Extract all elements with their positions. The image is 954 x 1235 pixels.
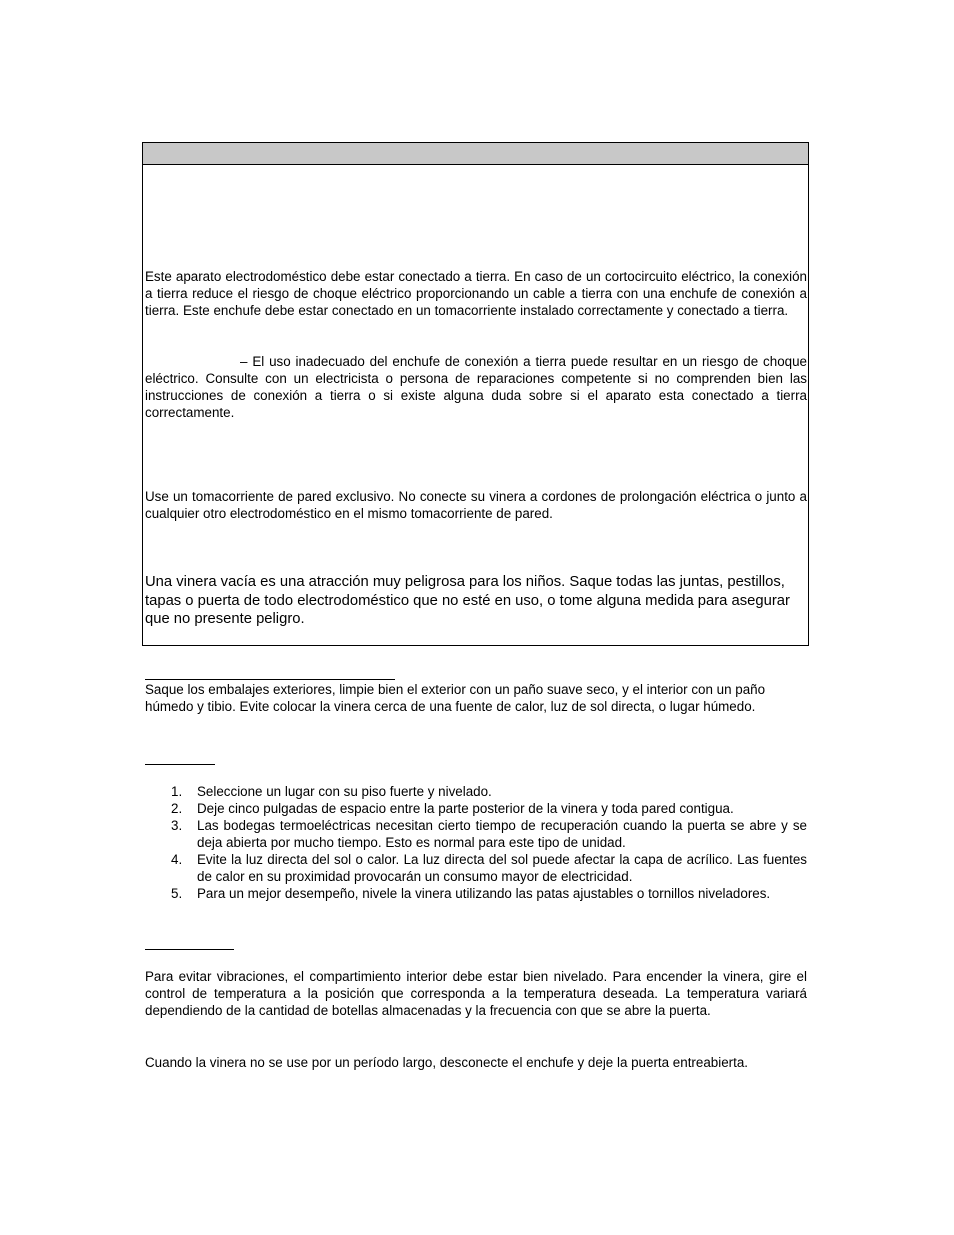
list-item: 3. Las bodegas termoeléctricas necesitan cierto tiempo de recuperación cuando la puerta se abre y se deja abierta por mucho tiempo. Esto es normal para este tipo de unidad. bbox=[171, 818, 807, 850]
list-item: 1. Seleccione un lugar con su piso fuerte y nivelado. bbox=[171, 784, 492, 799]
unpacking-heading-rule bbox=[145, 679, 395, 680]
grounding-paragraph: Este aparato electrodoméstico debe estar conectado a tierra. En caso de un cortocircuito eléctrico, la conexión a tierra reduce el riesgo de choque eléctrico proporcionando un cable a tierra con una enchufe de conexión a tierra. Este enchufe debe estar conectado en un tomacorriente instalado correctamente y conectado a tierra. bbox=[145, 269, 807, 318]
list-item: 4. Evite la luz directa del sol o calor. La luz directa del sol puede afectar la capa de acrílico. Las fuentes de calor en su proximidad provocarán un consumo mayor de electricidad. bbox=[171, 852, 807, 884]
location-steps-list bbox=[145, 783, 807, 902]
storage-paragraph: Cuando la vinera no se use por un período largo, desconecte el enchufe y deje la puerta entreabierta. bbox=[145, 1055, 748, 1070]
list-item: 2. Deje cinco pulgadas de espacio entre la parte posterior de la vinera y toda pared contigua. bbox=[171, 801, 734, 816]
list-item: 5. Para un mejor desempeño, nivele la vinera utilizando las patas ajustables o tornillos niveladores. bbox=[171, 886, 771, 901]
child-safety-paragraph: Una vinera vacía es una atracción muy peligrosa para los niños. Saque todas las juntas, pestillos, tapas o puerta de todo electrodoméstico que no esté en uso, o tome alguna medida para asegurar que no presente peligro. bbox=[145, 574, 790, 627]
grounding-warning-paragraph: – El uso inadecuado del enchufe de conexión a tierra puede resultar en un riesgo de choque eléctrico. Consulte con un electricista o persona de reparaciones competente si no comprenden bien las instrucciones de conexión a tierra o si existe alguna duda sobre si el aparato esta conectado a tierra correctamente. bbox=[145, 354, 807, 420]
unpacking-paragraph: Saque los embalajes exteriores, limpie bien el exterior con un paño suave seco, y el interior con un paño húmedo y tibio. Evite colocar la vinera cerca de una fuente de calor, luz de sol directa, o lugar húmedo. bbox=[145, 682, 766, 714]
outlet-paragraph: Use un tomacorriente de pared exclusivo. No conecte su vinera a cordones de prolongación eléctrica o junto a cualquier otro electrodoméstico en el mismo tomacorriente de pared. bbox=[145, 489, 807, 521]
location-heading-rule bbox=[145, 764, 215, 765]
safety-box-header bbox=[143, 143, 808, 165]
operation-heading-rule bbox=[145, 949, 234, 950]
operation-paragraph: Para evitar vibraciones, el compartimiento interior debe estar bien nivelado. Para encender la vinera, gire el control de temperatura a la posición que corresponda a la temperatura deseada. La temperatura variará dependiendo de la cantidad de botellas almacenadas y la frecuencia con que se abre la puerta. bbox=[145, 969, 807, 1018]
